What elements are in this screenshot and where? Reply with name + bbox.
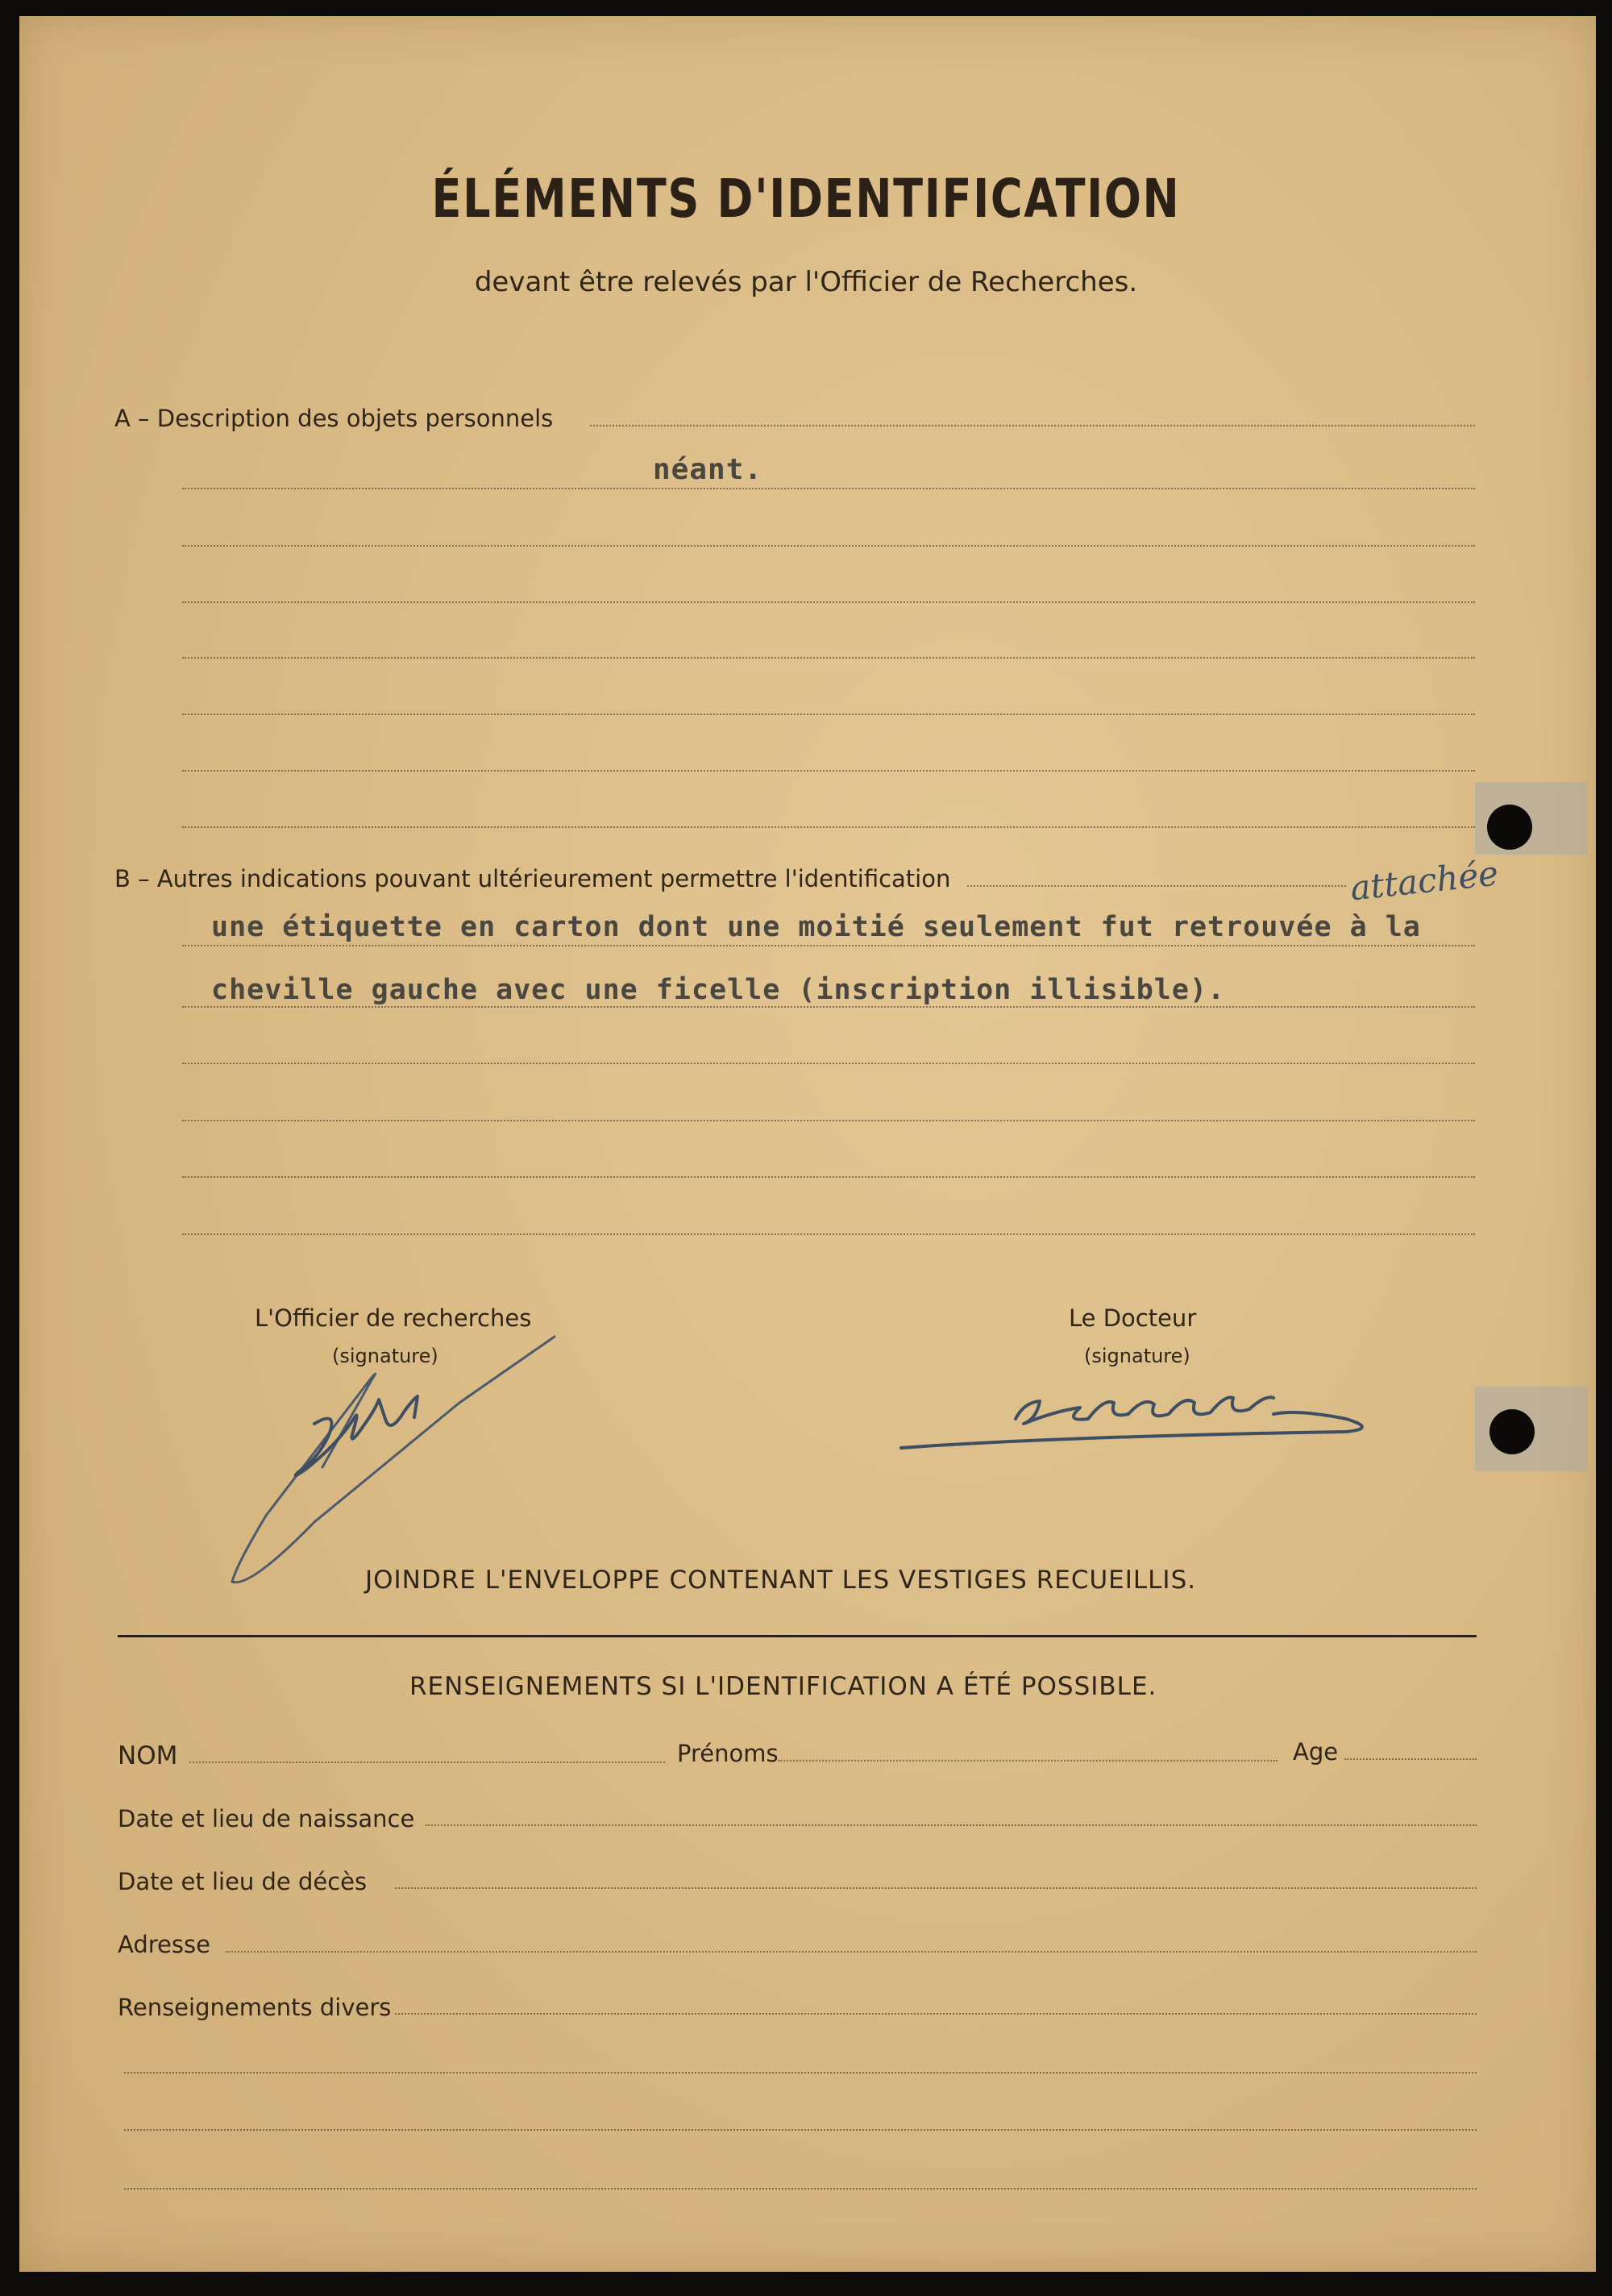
doctor-signature-caption: (signature) <box>1084 1345 1190 1367</box>
nom-label: NOM <box>118 1741 178 1770</box>
divers-field-line-1[interactable] <box>395 2013 1477 2015</box>
punch-hole-top <box>1487 805 1532 850</box>
section-a-line-2 <box>182 488 1475 489</box>
section-a-label: A – Description des objets personnels <box>114 405 554 432</box>
section-a-line-7 <box>182 770 1475 772</box>
doctor-signature-label: Le Docteur <box>1069 1304 1197 1332</box>
section-a-line-8 <box>182 826 1475 828</box>
divers-label: Renseignements divers <box>118 1994 392 2021</box>
doctor-signature-image <box>895 1362 1378 1475</box>
naissance-label: Date et lieu de naissance <box>118 1805 415 1832</box>
naissance-field[interactable] <box>426 1824 1477 1826</box>
section-b-value-line-1: une étiquette en carton dont une moitié seulement fut retrouvée à la <box>211 911 1421 943</box>
prenoms-field[interactable] <box>778 1760 1278 1762</box>
form-title: ÉLÉMENTS D'IDENTIFICATION <box>431 168 1181 230</box>
deces-label: Date et lieu de décès <box>118 1868 368 1895</box>
adresse-field[interactable] <box>226 1951 1477 1953</box>
section-b-line-6 <box>182 1176 1475 1178</box>
adresse-label: Adresse <box>118 1931 210 1958</box>
section-a-line-4 <box>182 601 1475 603</box>
prenoms-label: Prénoms <box>677 1740 779 1767</box>
divers-field-line-3[interactable] <box>124 2129 1477 2131</box>
identification-heading: RENSEIGNEMENTS SI L'IDENTIFICATION A ÉTÉ POSSIBLE. <box>409 1672 1157 1701</box>
divers-field-line-4[interactable] <box>124 2188 1477 2190</box>
nom-field[interactable] <box>189 1762 665 1763</box>
section-divider <box>118 1635 1477 1637</box>
form-sheet <box>19 16 1596 2272</box>
age-label: Age <box>1293 1738 1339 1766</box>
deces-field[interactable] <box>395 1887 1477 1889</box>
section-b-line-7 <box>182 1233 1475 1235</box>
age-field[interactable] <box>1344 1758 1477 1760</box>
section-b-label: B – Autres indications pouvant ultérieurement permettre l'identification <box>114 865 951 892</box>
section-a-line-1 <box>590 425 1475 426</box>
punch-hole-bottom <box>1489 1409 1535 1454</box>
section-a-line-5 <box>182 657 1475 659</box>
section-b-line-3 <box>182 1006 1475 1008</box>
section-a-line-3 <box>182 545 1475 547</box>
divers-field-line-2[interactable] <box>124 2072 1477 2073</box>
section-b-line-2 <box>182 945 1475 946</box>
section-b-line-4 <box>182 1063 1475 1064</box>
section-a-line-6 <box>182 713 1475 715</box>
officer-signature-caption: (signature) <box>332 1345 438 1367</box>
enclosure-instruction: JOINDRE L'ENVELOPPE CONTENANT LES VESTIGES RECUEILLIS. <box>365 1566 1197 1595</box>
section-b-value-line-2: cheville gauche avec une ficelle (inscription illisible). <box>211 974 1226 1006</box>
officer-signature-label: L'Officier de recherches <box>255 1304 532 1332</box>
form-subtitle: devant être relevés par l'Officier de Recherches. <box>474 266 1138 298</box>
section-b-handwritten-note: attachée <box>1348 853 1501 909</box>
section-b-line-5 <box>182 1120 1475 1121</box>
section-a-value: néant. <box>653 453 763 486</box>
section-b-line-1 <box>967 885 1346 887</box>
